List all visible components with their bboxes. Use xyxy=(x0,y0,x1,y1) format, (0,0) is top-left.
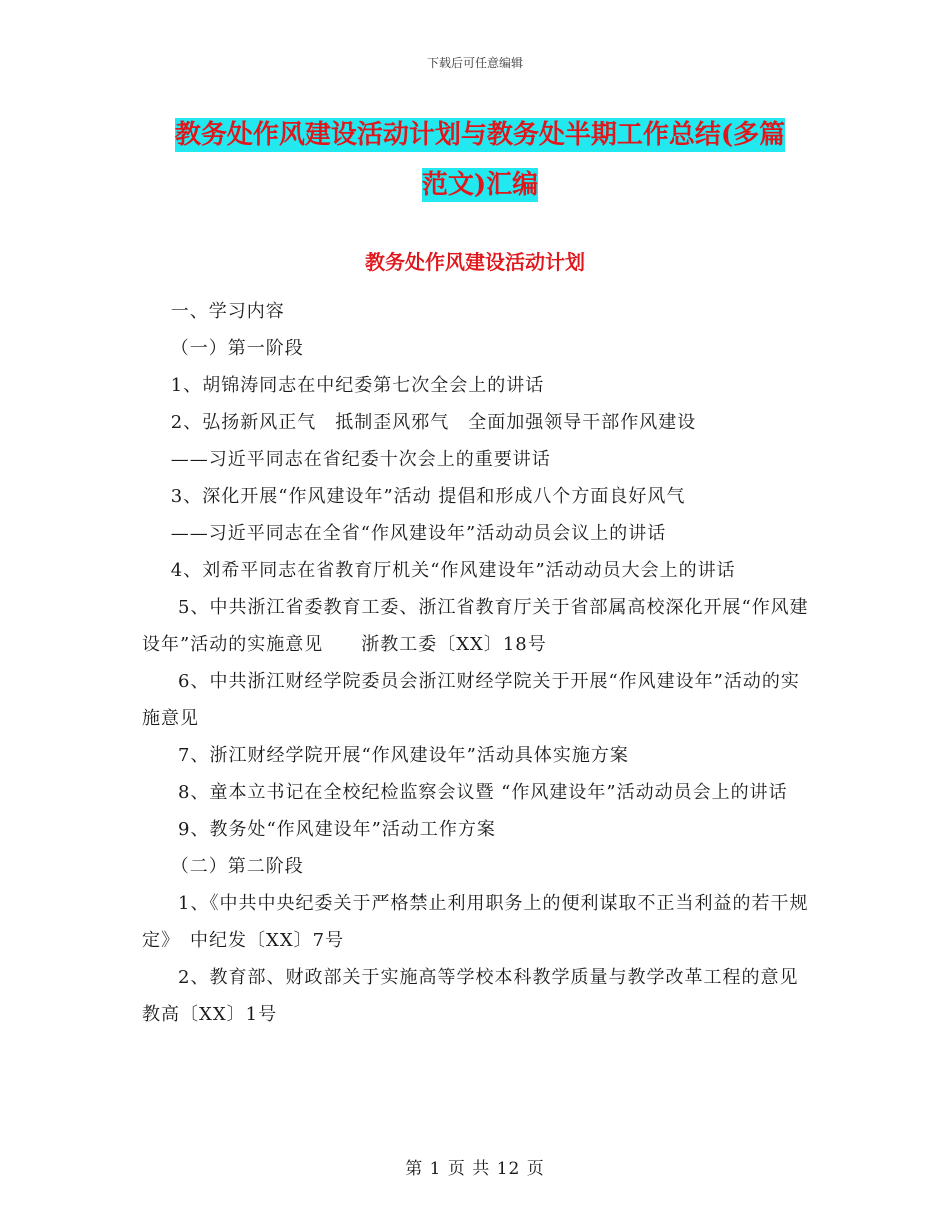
paragraph-stage-one: （一）第一阶段 xyxy=(170,338,304,359)
paragraph-item: 2、弘扬新风正气 抵制歪风邪气 全面加强领导干部作风建设 xyxy=(170,412,697,433)
paragraph-item: 1、《中共中央纪委关于严格禁止利用职务上的便利谋取不正当利益的若干规定》 中纪发〔XX〕7号 xyxy=(142,893,809,951)
paragraph-item: 3、深化开展“作风建设年”活动 提倡和形成八个方面良好风气 xyxy=(170,486,686,507)
header-note: 下载后可任意编辑 xyxy=(426,56,523,70)
document-title xyxy=(140,110,820,210)
paragraph-heading-study-content: 一、学习内容 xyxy=(170,301,285,322)
paragraph-item: 5、中共浙江省委教育工委、浙江省教育厅关于省部属高校深化开展“作风建设年”活动的实施意见 浙教工委〔XX〕18号 xyxy=(142,597,809,655)
paragraph-item: 1、胡锦涛同志在中纪委第七次全会上的讲话 xyxy=(170,375,545,396)
paragraph-item: 4、刘希平同志在省教育厅机关“作风建设年”活动动员大会上的讲话 xyxy=(170,560,736,581)
document-body xyxy=(142,293,844,1033)
paragraph-item: 6、中共浙江财经学院委员会浙江财经学院关于开展“作风建设年”活动的实施意见 xyxy=(142,671,800,729)
page-footer: 第 1 页 共 12 页 xyxy=(405,1159,545,1179)
paragraph-item-source: ——习近平同志在全省“作风建设年”活动动员会议上的讲话 xyxy=(170,523,667,544)
section-title: 教务处作风建设活动计划 xyxy=(365,250,585,274)
paragraph-item-source: ——习近平同志在省纪委十次会上的重要讲话 xyxy=(170,449,551,470)
paragraph-item: 7、浙江财经学院开展“作风建设年”活动具体实施方案 xyxy=(178,745,629,766)
document-title-line-1: 教务处作风建设活动计划与教务处半期工作总结(多篇 xyxy=(174,120,786,150)
paragraph-item: 2、教育部、财政部关于实施高等学校本科教学质量与教学改革工程的意见 教高〔XX〕1号 xyxy=(142,967,844,1025)
paragraph-stage-two: （二）第二阶段 xyxy=(170,856,304,877)
paragraph-item: 8、童本立书记在全校纪检监察会议暨 “作风建设年”活动动员会上的讲话 xyxy=(178,782,788,803)
document-title-line-2: 范文)汇编 xyxy=(421,170,539,200)
paragraph-item: 9、教务处“作风建设年”活动工作方案 xyxy=(178,819,496,840)
